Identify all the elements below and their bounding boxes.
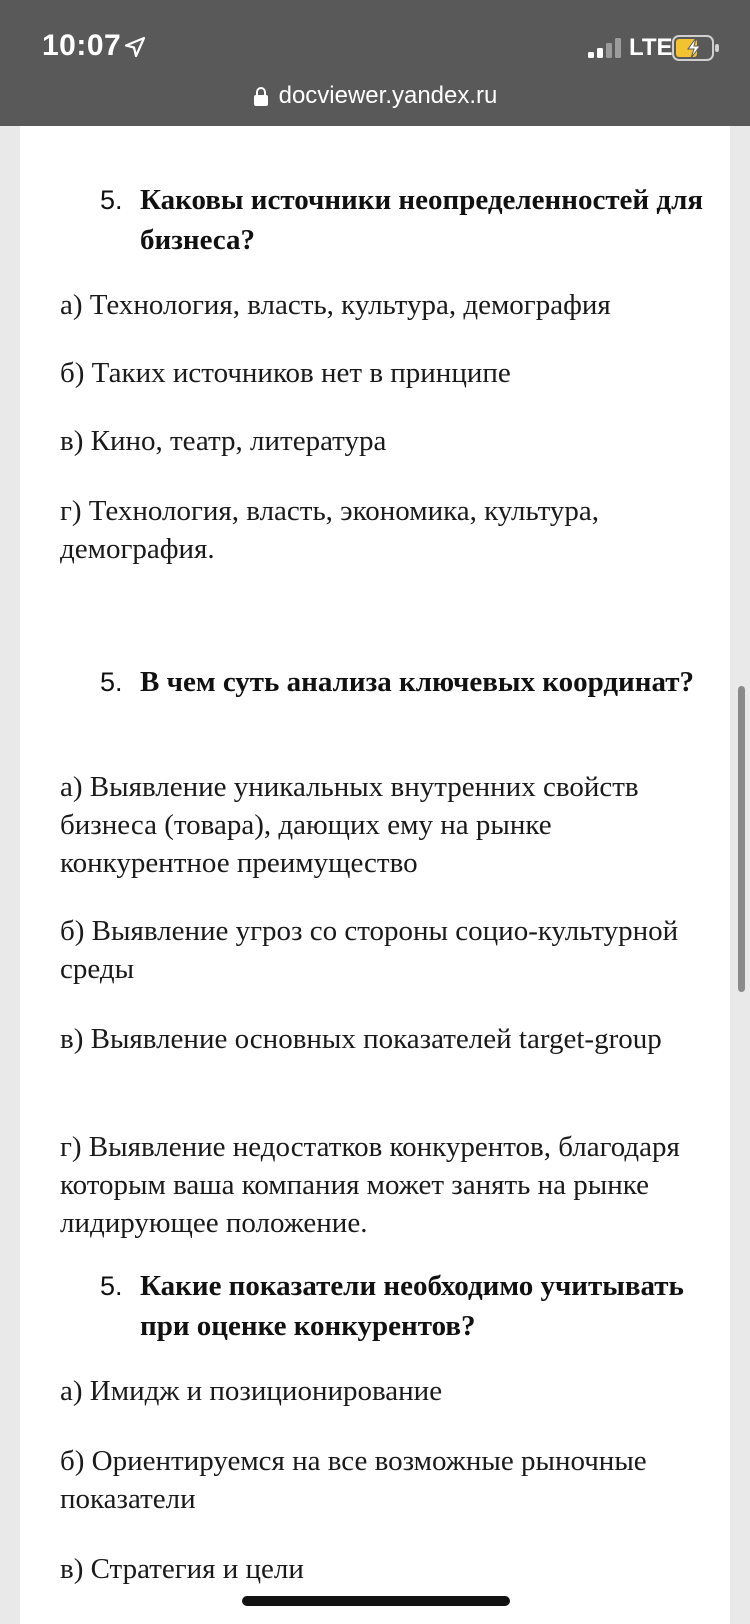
question-number: 5. (100, 667, 123, 697)
scrollbar[interactable] (738, 686, 745, 992)
answer-option: а) Имидж и позиционирование (60, 1375, 443, 1407)
status-time: 10:07 (42, 29, 122, 62)
lock-icon (253, 86, 269, 106)
question-text: В чем суть анализа ключевых координат? (140, 666, 694, 698)
question-text: Какие показатели необходимо учитывать при оценке конкурентов? (140, 1270, 684, 1342)
address-bar[interactable] (0, 76, 750, 116)
cellular-signal-icon (588, 38, 624, 58)
question-number: 5. (100, 1271, 123, 1301)
question-text: Каковы источники неопределенностей для бизнеса? (140, 184, 704, 256)
answer-option: в) Стратегия и цели (60, 1553, 304, 1585)
answer-option: г) Выявление недостатков конкурентов, благодаря которым ваша компания может занять на рынке лидирующее положение. (60, 1131, 680, 1239)
location-arrow-icon (124, 36, 146, 58)
question-heading (100, 180, 720, 260)
question-heading (100, 1266, 720, 1346)
answer-option: б) Таких источников нет в принципе (60, 357, 511, 389)
browser-top-bar (0, 0, 750, 126)
network-type: LTE (629, 34, 673, 61)
answer-option: а) Технология, власть, культура, демография (60, 289, 611, 321)
question-heading (100, 662, 720, 702)
url-text[interactable]: docviewer.yandex.ru (278, 82, 498, 109)
answer-option: б) Выявление угроз со стороны социо-культурной среды (60, 915, 679, 985)
document-page (20, 126, 730, 1624)
battery-charging-icon (672, 35, 720, 61)
answer-option: в) Выявление основных показателей target-group (60, 1023, 662, 1055)
question-number: 5. (100, 185, 123, 215)
answer-option: в) Кино, театр, литература (60, 425, 387, 457)
answer-option: б) Ориентируемся на все возможные рыночные показатели (60, 1445, 647, 1515)
home-indicator[interactable] (242, 1596, 510, 1606)
answer-option: а) Выявление уникальных внутренних свойств бизнеса (товара), дающих ему на рынке конкурентное преимущество (60, 771, 639, 879)
answer-option: г) Технология, власть, экономика, культура, демография. (60, 495, 600, 565)
